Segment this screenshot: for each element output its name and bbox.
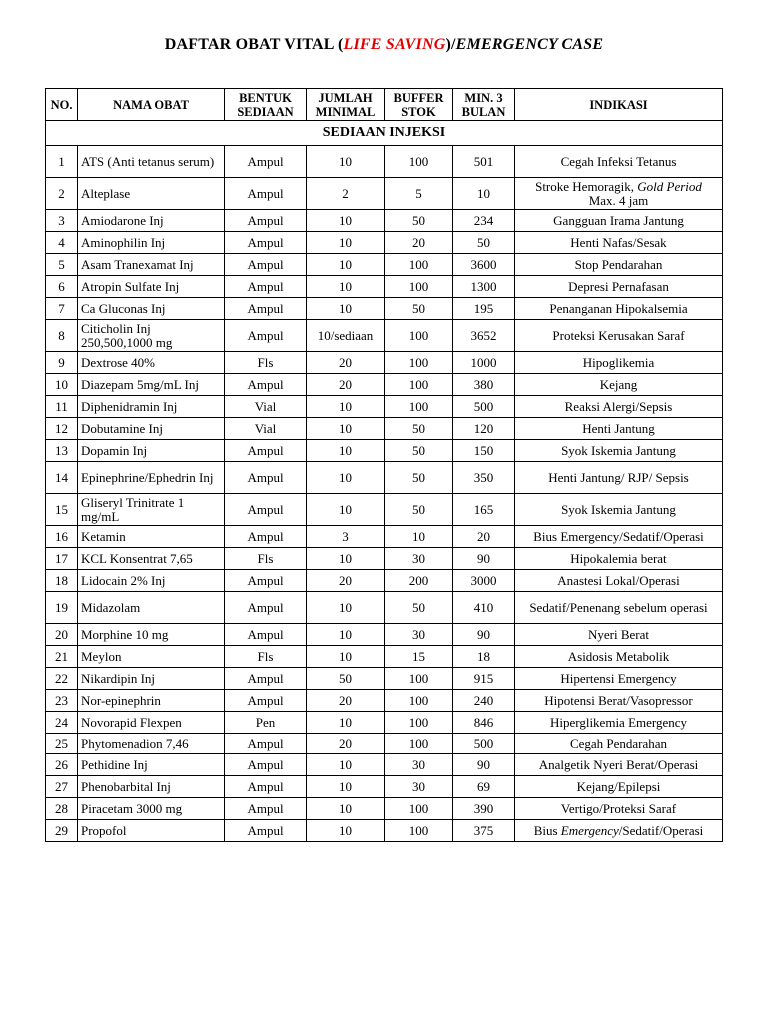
row-number: 24 [46, 712, 78, 734]
minimum-quantity: 20 [307, 690, 385, 712]
header-row [46, 89, 723, 121]
table-row [46, 712, 723, 734]
table-row [46, 418, 723, 440]
dosage-form: Ampul [225, 754, 307, 776]
indication: Reaksi Alergi/Sepsis [515, 396, 723, 418]
indication: Hipotensi Berat/Vasopressor [515, 690, 723, 712]
indication: Vertigo/Proteksi Saraf [515, 798, 723, 820]
buffer-stock: 30 [385, 754, 453, 776]
three-month-minimum: 500 [453, 734, 515, 754]
minimum-quantity: 20 [307, 734, 385, 754]
row-number: 26 [46, 754, 78, 776]
row-number: 8 [46, 320, 78, 352]
minimum-quantity: 20 [307, 374, 385, 396]
three-month-minimum: 195 [453, 298, 515, 320]
title-prefix: DAFTAR OBAT VITAL ( [164, 36, 344, 53]
three-month-minimum: 234 [453, 210, 515, 232]
buffer-stock: 30 [385, 624, 453, 646]
minimum-quantity: 10 [307, 592, 385, 624]
indication: Henti Jantung [515, 418, 723, 440]
dosage-form: Ampul [225, 494, 307, 526]
drug-name: Nor-epinephrin [78, 690, 225, 712]
buffer-stock: 200 [385, 570, 453, 592]
three-month-minimum: 69 [453, 776, 515, 798]
drug-name: Dopamin Inj [78, 440, 225, 462]
dosage-form: Ampul [225, 798, 307, 820]
table-row [46, 668, 723, 690]
minimum-quantity: 10 [307, 418, 385, 440]
dosage-form: Ampul [225, 668, 307, 690]
dosage-form: Ampul [225, 254, 307, 276]
three-month-minimum: 120 [453, 418, 515, 440]
drug-name: Diphenidramin Inj [78, 396, 225, 418]
drug-name: Nikardipin Inj [78, 668, 225, 690]
drug-table [45, 88, 723, 842]
minimum-quantity: 10 [307, 210, 385, 232]
indication: Syok Iskemia Jantung [515, 440, 723, 462]
row-number: 5 [46, 254, 78, 276]
row-number: 12 [46, 418, 78, 440]
minimum-quantity: 10 [307, 146, 385, 178]
table-row [46, 440, 723, 462]
table-row [46, 178, 723, 210]
minimum-quantity: 10 [307, 298, 385, 320]
minimum-quantity: 10 [307, 462, 385, 494]
three-month-minimum: 1000 [453, 352, 515, 374]
drug-name: Pethidine Inj [78, 754, 225, 776]
minimum-quantity: 20 [307, 570, 385, 592]
table-row [46, 276, 723, 298]
drug-name: Midazolam [78, 592, 225, 624]
table-row [46, 298, 723, 320]
minimum-quantity: 10 [307, 712, 385, 734]
drug-name: Diazepam 5mg/mL Inj [78, 374, 225, 396]
table-row [46, 646, 723, 668]
page-title [0, 36, 768, 54]
indication [515, 820, 723, 842]
table-row [46, 494, 723, 526]
minimum-quantity: 10 [307, 232, 385, 254]
dosage-form: Ampul [225, 178, 307, 210]
dosage-form: Ampul [225, 374, 307, 396]
indication: Stop Pendarahan [515, 254, 723, 276]
three-month-minimum: 90 [453, 754, 515, 776]
drug-name: Lidocain 2% Inj [78, 570, 225, 592]
row-number: 4 [46, 232, 78, 254]
row-number: 23 [46, 690, 78, 712]
buffer-stock: 100 [385, 820, 453, 842]
indication-italic-part: Emergency [560, 822, 619, 838]
indication-part: Stroke Hemoragik, [535, 178, 638, 194]
drug-name: Citicholin Inj 250,500,1000 mg [78, 320, 225, 352]
drug-name: Alteplase [78, 178, 225, 210]
buffer-stock: 10 [385, 526, 453, 548]
dosage-form: Vial [225, 418, 307, 440]
indication-part: /Sedatif/Operasi [618, 822, 704, 838]
buffer-stock: 50 [385, 210, 453, 232]
table-row [46, 734, 723, 754]
dosage-form: Ampul [225, 276, 307, 298]
buffer-stock: 50 [385, 298, 453, 320]
indication: Proteksi Kerusakan Saraf [515, 320, 723, 352]
minimum-quantity: 10/sediaan [307, 320, 385, 352]
row-number: 25 [46, 734, 78, 754]
buffer-stock: 100 [385, 798, 453, 820]
header-buffer-line2: STOK [401, 104, 436, 119]
table-row [46, 254, 723, 276]
three-month-minimum: 165 [453, 494, 515, 526]
buffer-stock: 50 [385, 494, 453, 526]
table-row [46, 232, 723, 254]
row-number: 28 [46, 798, 78, 820]
three-month-minimum: 3600 [453, 254, 515, 276]
three-month-minimum: 50 [453, 232, 515, 254]
row-number: 21 [46, 646, 78, 668]
row-number: 16 [46, 526, 78, 548]
indication: Depresi Pernafasan [515, 276, 723, 298]
dosage-form: Ampul [225, 820, 307, 842]
drug-name: Amiodarone Inj [78, 210, 225, 232]
row-number: 10 [46, 374, 78, 396]
drug-name: Asam Tranexamat Inj [78, 254, 225, 276]
row-number: 17 [46, 548, 78, 570]
indication: Sedatif/Penenang sebelum operasi [515, 592, 723, 624]
table-row [46, 146, 723, 178]
drug-name: Meylon [78, 646, 225, 668]
dosage-form: Ampul [225, 526, 307, 548]
table-row [46, 548, 723, 570]
drug-name: Phenobarbital Inj [78, 776, 225, 798]
dosage-form: Fls [225, 352, 307, 374]
table-row [46, 776, 723, 798]
minimum-quantity: 10 [307, 440, 385, 462]
three-month-minimum: 150 [453, 440, 515, 462]
row-number: 15 [46, 494, 78, 526]
row-number: 29 [46, 820, 78, 842]
minimum-quantity: 10 [307, 776, 385, 798]
row-number: 27 [46, 776, 78, 798]
header-bentuk-line2: SEDIAAN [237, 104, 294, 119]
indication: Asidosis Metabolik [515, 646, 723, 668]
dosage-form: Fls [225, 548, 307, 570]
minimum-quantity: 10 [307, 494, 385, 526]
three-month-minimum: 500 [453, 396, 515, 418]
three-month-minimum: 240 [453, 690, 515, 712]
indication: Hipokalemia berat [515, 548, 723, 570]
indication: Hipertensi Emergency [515, 668, 723, 690]
drug-name: KCL Konsentrat 7,65 [78, 548, 225, 570]
minimum-quantity: 10 [307, 624, 385, 646]
table-row [46, 754, 723, 776]
header-min3-line1: MIN. 3 [464, 90, 503, 105]
table-row [46, 690, 723, 712]
table-row [46, 526, 723, 548]
dosage-form: Ampul [225, 734, 307, 754]
drug-name: Ketamin [78, 526, 225, 548]
buffer-stock: 5 [385, 178, 453, 210]
dosage-form: Ampul [225, 570, 307, 592]
row-number: 6 [46, 276, 78, 298]
header-buffer-stok [385, 89, 453, 121]
row-number: 20 [46, 624, 78, 646]
buffer-stock: 50 [385, 462, 453, 494]
three-month-minimum: 501 [453, 146, 515, 178]
three-month-minimum: 915 [453, 668, 515, 690]
buffer-stock: 100 [385, 734, 453, 754]
minimum-quantity: 10 [307, 254, 385, 276]
table-row [46, 352, 723, 374]
row-number: 18 [46, 570, 78, 592]
header-buffer-line1: BUFFER [393, 90, 444, 105]
indication: Analgetik Nyeri Berat/Operasi [515, 754, 723, 776]
three-month-minimum: 410 [453, 592, 515, 624]
three-month-minimum: 390 [453, 798, 515, 820]
row-number: 9 [46, 352, 78, 374]
buffer-stock: 100 [385, 320, 453, 352]
header-min-3-bulan [453, 89, 515, 121]
dosage-form: Ampul [225, 298, 307, 320]
drug-name: Aminophilin Inj [78, 232, 225, 254]
drug-name: Piracetam 3000 mg [78, 798, 225, 820]
minimum-quantity: 10 [307, 548, 385, 570]
header-nama-obat: NAMA OBAT [78, 89, 225, 121]
buffer-stock: 100 [385, 690, 453, 712]
table-row [46, 624, 723, 646]
three-month-minimum: 375 [453, 820, 515, 842]
header-no: NO. [46, 89, 78, 121]
three-month-minimum: 20 [453, 526, 515, 548]
table-row [46, 592, 723, 624]
header-jumlah-line1: JUMLAH [318, 90, 373, 105]
minimum-quantity: 3 [307, 526, 385, 548]
dosage-form: Ampul [225, 624, 307, 646]
three-month-minimum: 380 [453, 374, 515, 396]
indication: Kejang [515, 374, 723, 396]
buffer-stock: 30 [385, 776, 453, 798]
buffer-stock: 20 [385, 232, 453, 254]
buffer-stock: 100 [385, 254, 453, 276]
buffer-stock: 100 [385, 668, 453, 690]
section-row [46, 121, 723, 146]
dosage-form: Ampul [225, 462, 307, 494]
buffer-stock: 100 [385, 146, 453, 178]
table-row [46, 462, 723, 494]
table-row [46, 320, 723, 352]
buffer-stock: 50 [385, 440, 453, 462]
minimum-quantity: 10 [307, 646, 385, 668]
drug-name: Propofol [78, 820, 225, 842]
drug-name: ATS (Anti tetanus serum) [78, 146, 225, 178]
indication-italic-part: Gold Period [637, 178, 702, 194]
drug-name: Dobutamine Inj [78, 418, 225, 440]
indication: Hiperglikemia Emergency [515, 712, 723, 734]
dosage-form: Ampul [225, 146, 307, 178]
header-bentuk-line1: BENTUK [239, 90, 292, 105]
drug-name: Gliseryl Trinitrate 1 mg/mL [78, 494, 225, 526]
indication: Cegah Pendarahan [515, 734, 723, 754]
indication: Syok Iskemia Jantung [515, 494, 723, 526]
table-row [46, 798, 723, 820]
dosage-form: Ampul [225, 210, 307, 232]
three-month-minimum: 18 [453, 646, 515, 668]
header-min3-line2: BULAN [461, 104, 506, 119]
drug-name: Atropin Sulfate Inj [78, 276, 225, 298]
drug-name: Epinephrine/Ephedrin Inj [78, 462, 225, 494]
minimum-quantity: 10 [307, 798, 385, 820]
header-bentuk-sediaan [225, 89, 307, 121]
table-row [46, 210, 723, 232]
row-number: 19 [46, 592, 78, 624]
dosage-form: Vial [225, 396, 307, 418]
row-number: 14 [46, 462, 78, 494]
table-row [46, 820, 723, 842]
three-month-minimum: 3000 [453, 570, 515, 592]
row-number: 7 [46, 298, 78, 320]
dosage-form: Ampul [225, 776, 307, 798]
buffer-stock: 30 [385, 548, 453, 570]
minimum-quantity: 10 [307, 396, 385, 418]
buffer-stock: 50 [385, 418, 453, 440]
three-month-minimum: 1300 [453, 276, 515, 298]
table-row [46, 374, 723, 396]
drug-name: Dextrose 40% [78, 352, 225, 374]
three-month-minimum: 10 [453, 178, 515, 210]
indication: Henti Jantung/ RJP/ Sepsis [515, 462, 723, 494]
indication-part: Bius [533, 822, 561, 838]
dosage-form: Ampul [225, 592, 307, 624]
table-row [46, 570, 723, 592]
dosage-form: Fls [225, 646, 307, 668]
indication: Cegah Infeksi Tetanus [515, 146, 723, 178]
minimum-quantity: 2 [307, 178, 385, 210]
buffer-stock: 15 [385, 646, 453, 668]
indication: Gangguan Irama Jantung [515, 210, 723, 232]
row-number: 3 [46, 210, 78, 232]
buffer-stock: 100 [385, 352, 453, 374]
buffer-stock: 100 [385, 712, 453, 734]
indication: Nyeri Berat [515, 624, 723, 646]
dosage-form: Ampul [225, 320, 307, 352]
buffer-stock: 50 [385, 592, 453, 624]
three-month-minimum: 90 [453, 548, 515, 570]
row-number: 11 [46, 396, 78, 418]
indication: Hipoglikemia [515, 352, 723, 374]
buffer-stock: 100 [385, 374, 453, 396]
title-suffix: EMERGENCY CASE [455, 36, 604, 53]
indication: Anastesi Lokal/Operasi [515, 570, 723, 592]
row-number: 13 [46, 440, 78, 462]
table-row [46, 396, 723, 418]
title-highlight: LIFE SAVING [343, 36, 446, 53]
buffer-stock: 100 [385, 276, 453, 298]
title-middle: )/ [445, 36, 456, 53]
header-jumlah-minimal [307, 89, 385, 121]
indication: Bius Emergency/Sedatif/Operasi [515, 526, 723, 548]
indication: Kejang/Epilepsi [515, 776, 723, 798]
dosage-form: Pen [225, 712, 307, 734]
drug-name: Ca Gluconas Inj [78, 298, 225, 320]
drug-name: Novorapid Flexpen [78, 712, 225, 734]
three-month-minimum: 846 [453, 712, 515, 734]
header-indikasi: INDIKASI [515, 89, 723, 121]
indication: Henti Nafas/Sesak [515, 232, 723, 254]
indication-part: Max. 4 jam [588, 192, 649, 208]
three-month-minimum: 90 [453, 624, 515, 646]
dosage-form: Ampul [225, 232, 307, 254]
row-number: 1 [46, 146, 78, 178]
three-month-minimum: 3652 [453, 320, 515, 352]
drug-name: Morphine 10 mg [78, 624, 225, 646]
header-jumlah-line2: MINIMAL [315, 104, 376, 119]
buffer-stock: 100 [385, 396, 453, 418]
drug-name: Phytomenadion 7,46 [78, 734, 225, 754]
three-month-minimum: 350 [453, 462, 515, 494]
section-title: SEDIAAN INJEKSI [46, 121, 723, 146]
indication [515, 178, 723, 210]
minimum-quantity: 10 [307, 276, 385, 298]
minimum-quantity: 50 [307, 668, 385, 690]
minimum-quantity: 20 [307, 352, 385, 374]
minimum-quantity: 10 [307, 754, 385, 776]
minimum-quantity: 10 [307, 820, 385, 842]
dosage-form: Ampul [225, 690, 307, 712]
indication: Penanganan Hipokalsemia [515, 298, 723, 320]
dosage-form: Ampul [225, 440, 307, 462]
row-number: 22 [46, 668, 78, 690]
row-number: 2 [46, 178, 78, 210]
